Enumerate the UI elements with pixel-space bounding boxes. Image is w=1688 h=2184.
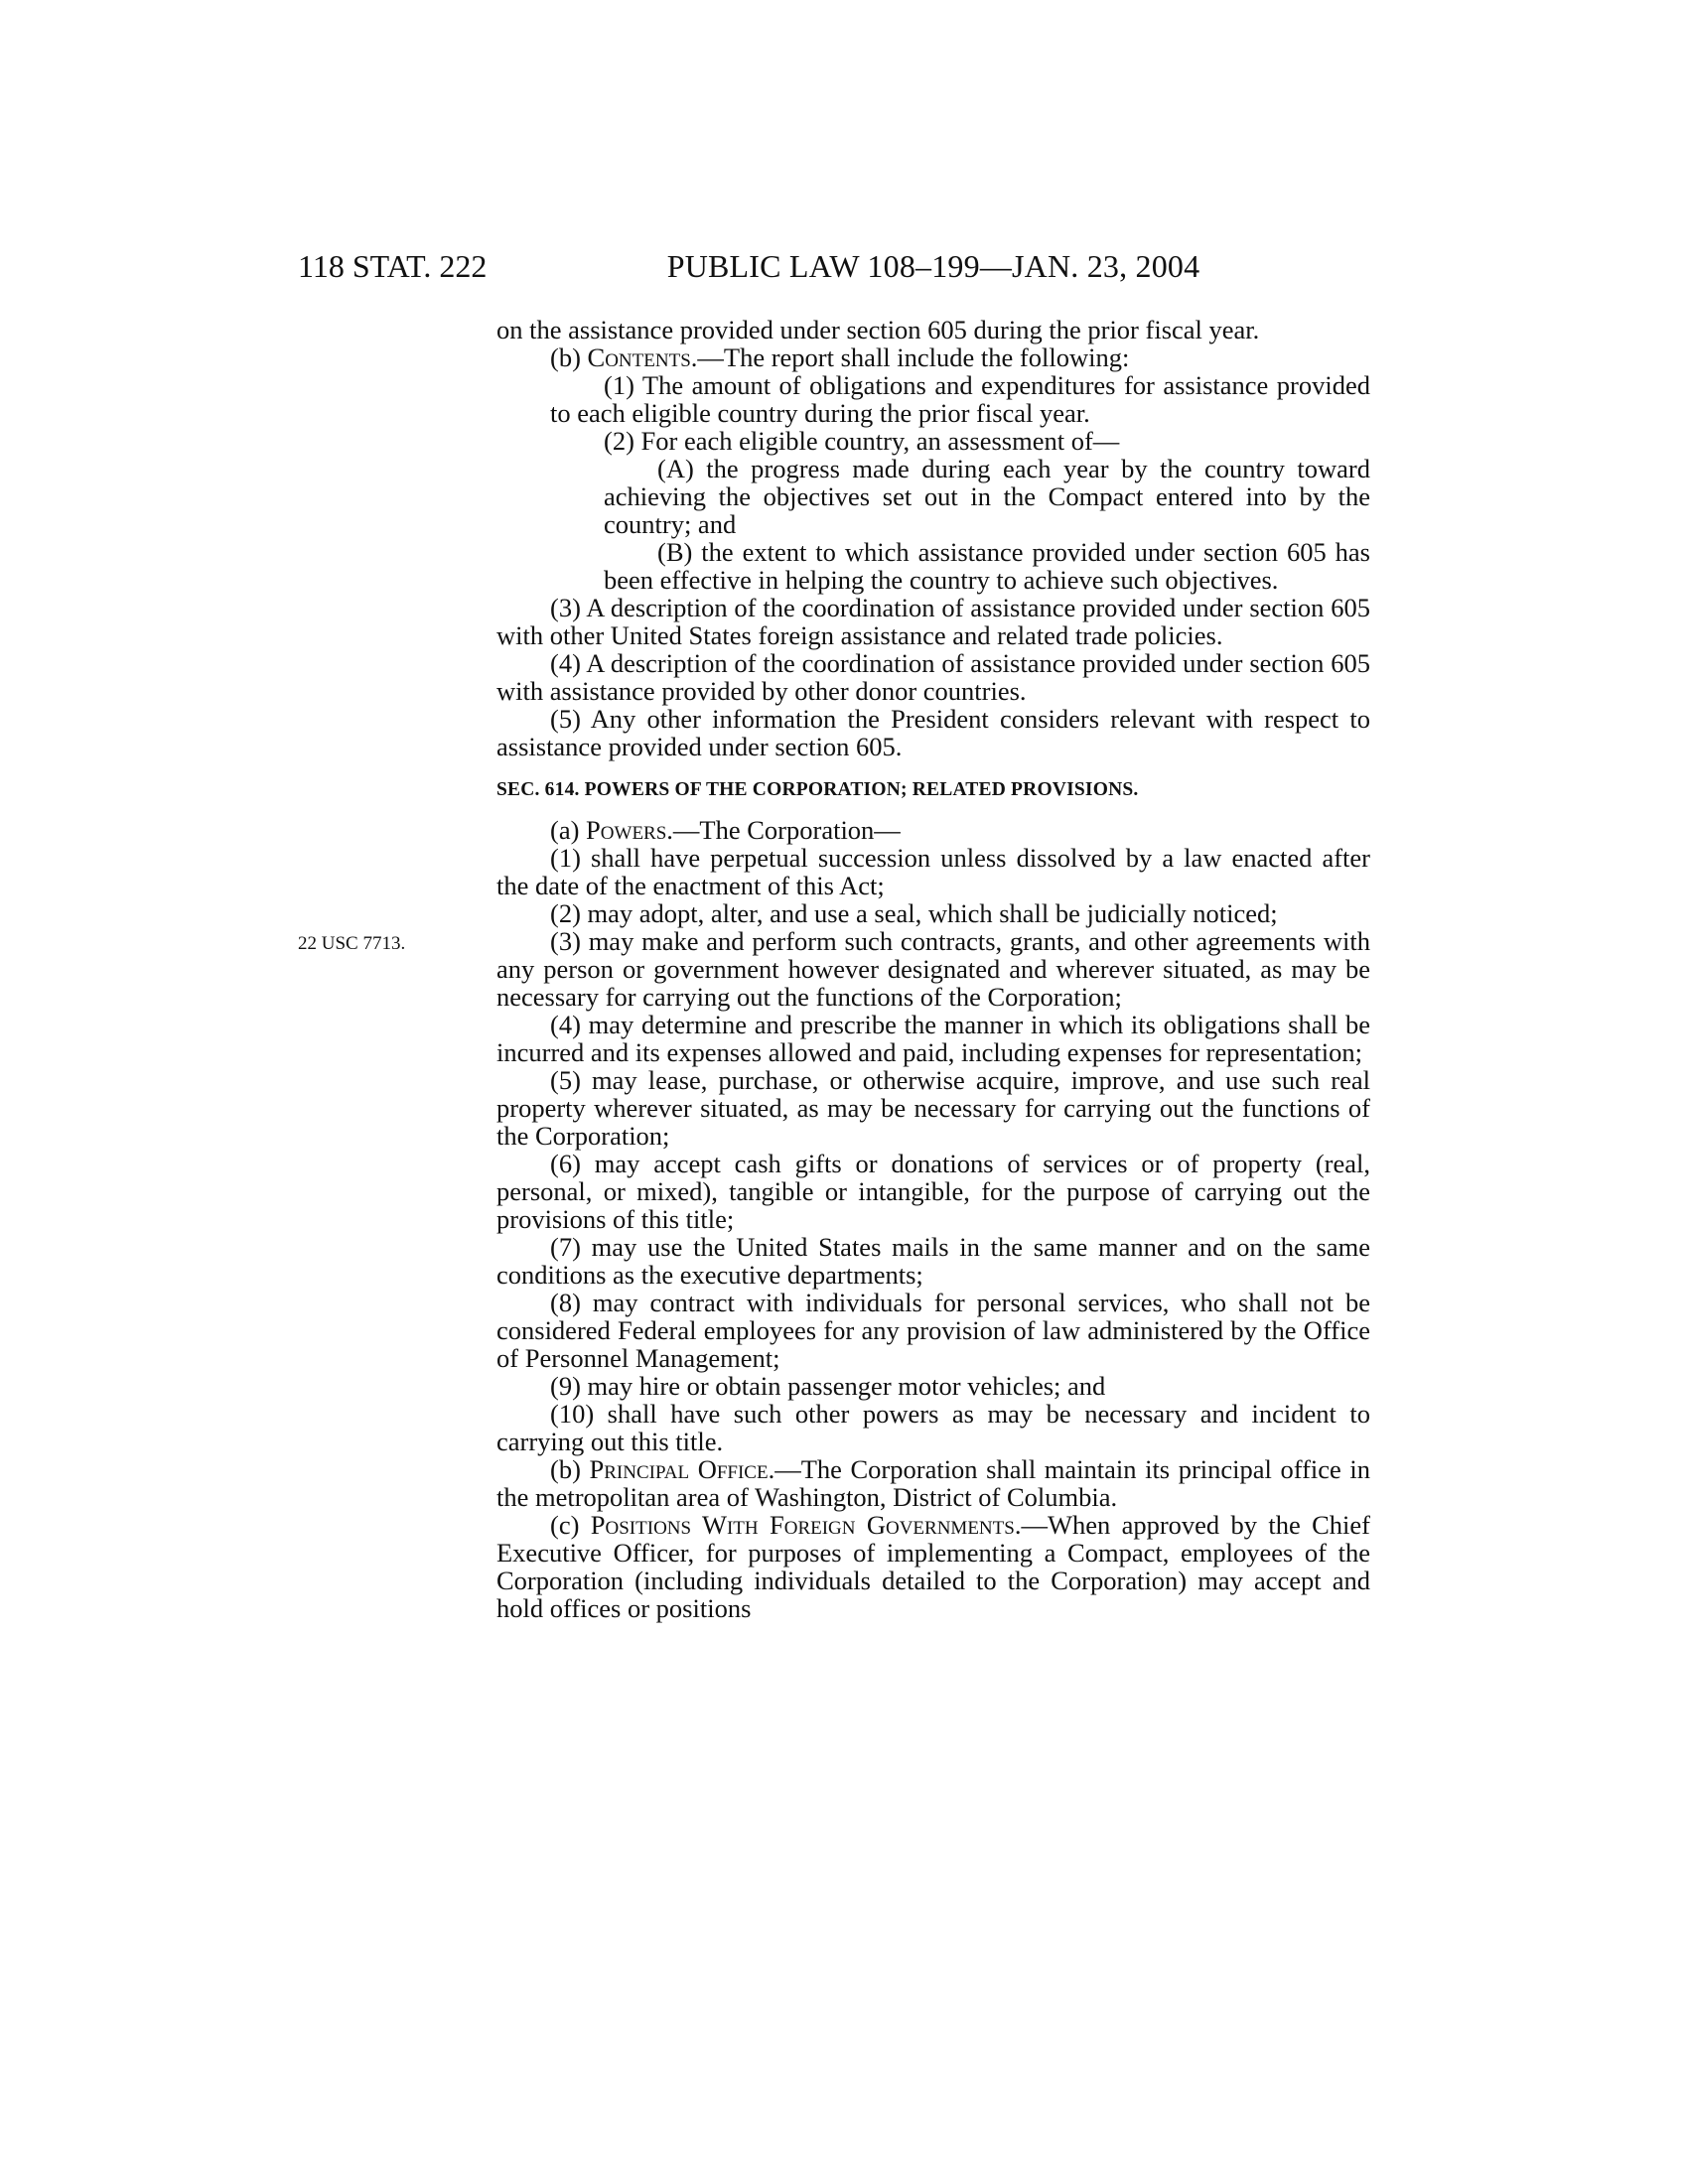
power-item: (5) may lease, purchase, or otherwise acquire, improve, and use such real property wherever situated, as may be necessary for carrying out the functions of the Corporation;	[496, 1065, 1370, 1151]
page-title: PUBLIC LAW 108–199—JAN. 23, 2004	[666, 248, 1200, 284]
subsection-heading: Contents	[587, 342, 691, 372]
subsection-text: .—The Corporation shall maintain its principal office in the metropolitan area of Washington, District of Columbia.	[496, 1454, 1370, 1512]
sub-list-item: (B) the extent to which assistance provided under section 605 has been effective in helping the country to achieve such objectives.	[604, 537, 1370, 595]
list-item: (3) A description of the coordination of assistance provided under section 605 with other United States foreign assistance and related trade policies.	[496, 593, 1370, 650]
subsection-heading: Principal Office	[589, 1454, 769, 1484]
section-heading: SEC. 614. POWERS OF THE CORPORATION; RELATED PROVISIONS.	[496, 779, 1139, 800]
list-item: (4) A description of the coordination of assistance provided under section 605 with assistance provided by other donor countries.	[496, 648, 1370, 706]
subsection-a	[496, 816, 1370, 844]
power-item: (4) may determine and prescribe the manner in which its obligations shall be incurred and its expenses allowed and paid, including expenses for representation;	[496, 1010, 1370, 1067]
list-item: (2) For each eligible country, an assessment of—	[604, 426, 1120, 456]
stat-reference: 118 STAT. 222	[298, 248, 488, 284]
power-item: (10) shall have such other powers as may be necessary and incident to carrying out this title.	[496, 1399, 1370, 1456]
subsection-b	[496, 343, 1370, 371]
list-item: (1) The amount of obligations and expenditures for assistance provided to each eligible country during the prior fiscal year.	[550, 370, 1370, 428]
subsection-text: .—When approved by the Chief Executive Officer, for purposes of implementing a Compact, employees of the Corporation (including individuals detailed to the Corporation) may accept and hold offices or positions	[496, 1510, 1371, 1623]
subsection-label: (b)	[550, 1454, 590, 1484]
power-item: (3) may make and perform such contracts, grants, and other agreements with any person or government however designated and wherever situated, as may be necessary for carrying out the functions of the Corporation;	[496, 926, 1370, 1012]
power-item: (7) may use the United States mails in the same manner and on the same conditions as the executive departments;	[496, 1232, 1370, 1290]
subsection-c-positions	[496, 1511, 1370, 1622]
subsection-heading: Positions With Foreign Governments	[590, 1510, 1015, 1540]
power-item: (9) may hire or obtain passenger motor vehicles; and	[550, 1371, 1106, 1401]
power-item: (8) may contract with individuals for personal services, who shall not be considered Federal employees for any provision of law administered by the Office of Personnel Management;	[496, 1288, 1370, 1373]
subsection-text: .—The Corporation—	[666, 815, 901, 845]
document-body	[496, 316, 1370, 1622]
subsection-b-principal-office	[496, 1455, 1370, 1511]
paragraph: on the assistance provided under section 605 during the prior fiscal year.	[496, 315, 1260, 344]
subsection-label: (b)	[550, 342, 588, 372]
subsection-text: .—The report shall include the following:	[690, 342, 1130, 372]
sub-list-item: (A) the progress made during each year by the country toward achieving the objectives set out in the Compact entered into by the country; and	[604, 454, 1370, 539]
subsection-heading: Powers	[586, 815, 667, 845]
subsection-label: (a)	[550, 815, 587, 845]
power-item: (6) may accept cash gifts or donations of services or of property (real, personal, or mixed), tangible or intangible, for the purpose of carrying out the provisions of this title;	[496, 1149, 1370, 1234]
power-item: (2) may adopt, alter, and use a seal, which shall be judicially noticed;	[550, 898, 1278, 928]
power-item: (1) shall have perpetual succession unless dissolved by a law enacted after the date of the enactment of this Act;	[496, 843, 1370, 900]
subsection-label: (c)	[550, 1510, 591, 1540]
margin-citation: 22 USC 7713.	[298, 933, 406, 954]
list-item: (5) Any other information the President considers relevant with respect to assistance provided under section 605.	[496, 704, 1370, 761]
